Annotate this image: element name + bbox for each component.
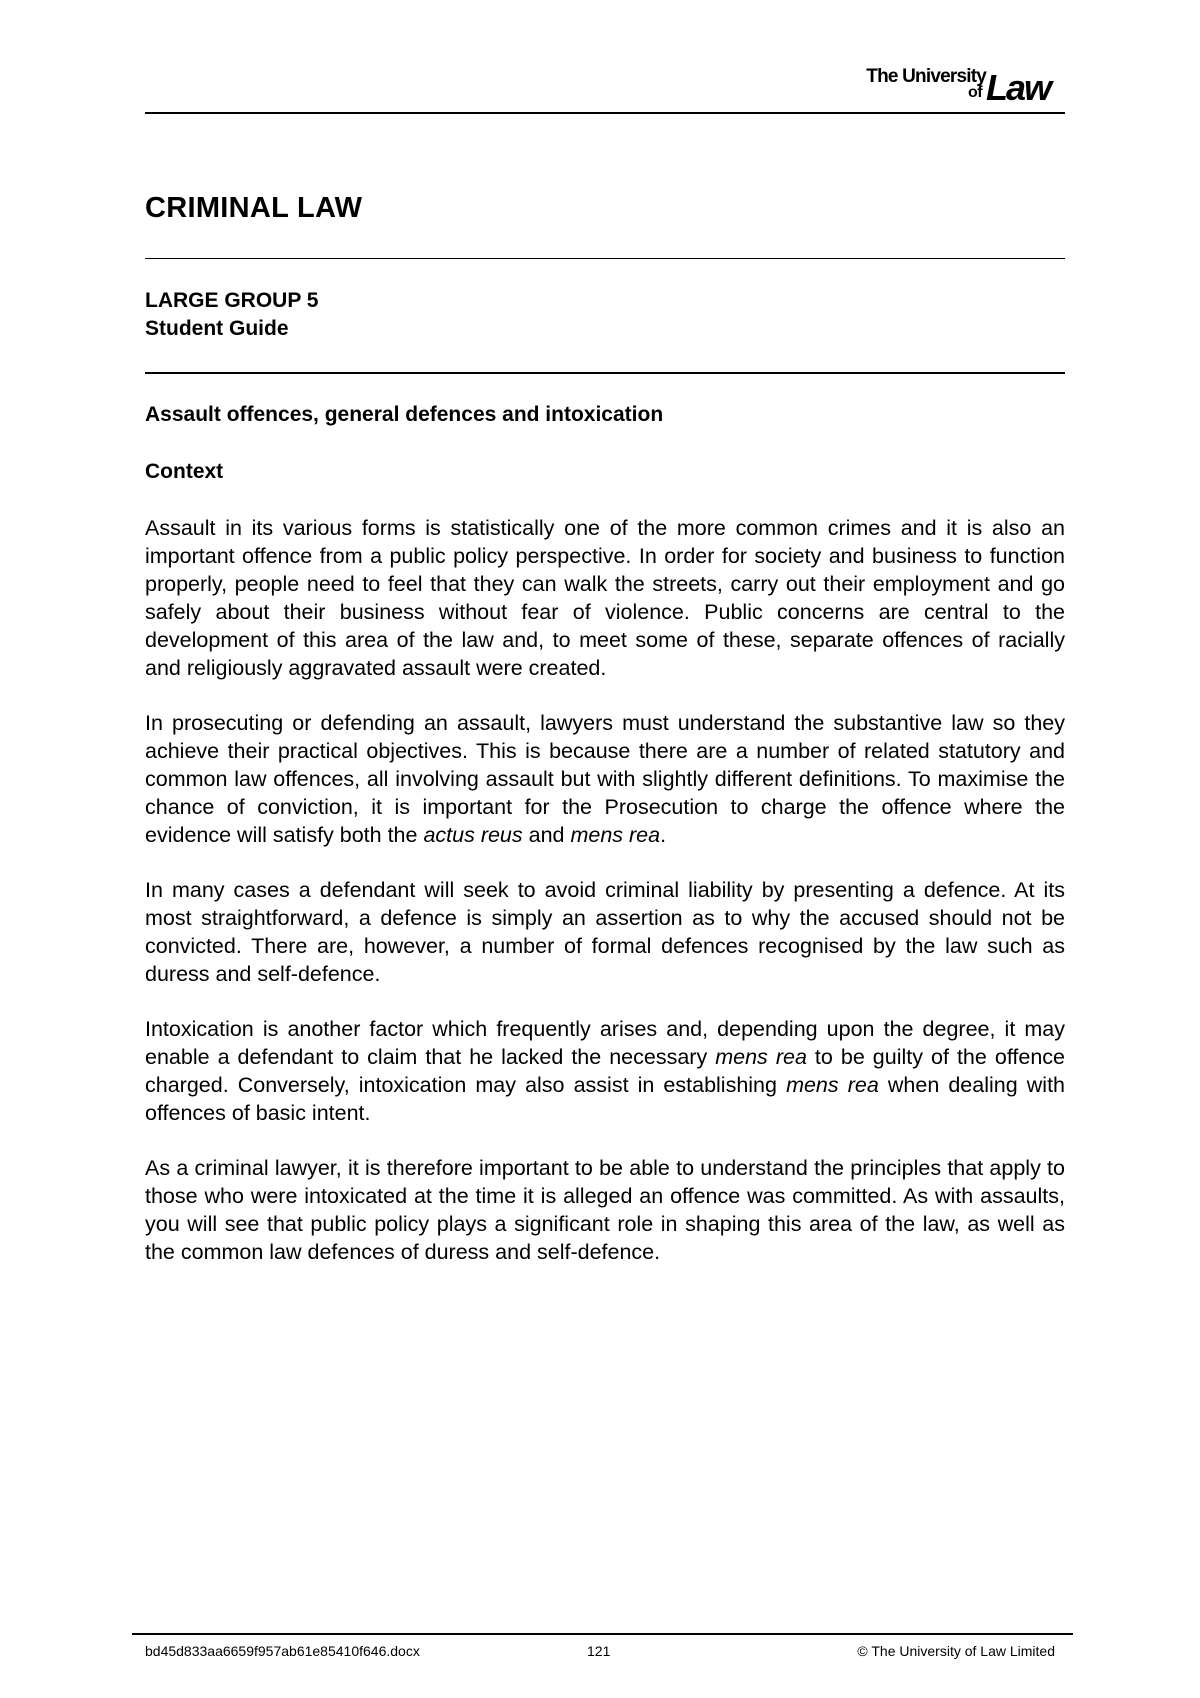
term-mens-rea: mens rea <box>715 1045 807 1069</box>
header-divider <box>145 112 1065 114</box>
body-text <box>145 514 1065 1293</box>
university-logo <box>850 64 1064 108</box>
footer-filename: bd45d833aa6659f957ab61e85410f646.docx <box>145 1643 420 1659</box>
section-divider <box>145 372 1065 374</box>
group-block <box>145 287 318 343</box>
context-heading: Context <box>145 460 224 483</box>
footer-divider <box>132 1633 1073 1635</box>
paragraph-2-text-b: and <box>522 823 571 847</box>
logo-line-university: The University <box>866 66 986 87</box>
footer-page-number: 121 <box>587 1643 611 1659</box>
footer-copyright: © The University of Law Limited <box>857 1643 1055 1659</box>
term-mens-rea: mens rea <box>786 1073 879 1097</box>
group-label: LARGE GROUP 5 <box>145 289 319 312</box>
paragraph-2-text-a: In prosecuting or defending an assault, lawyers must understand the substantive law so they achieve their practical objectives. This is because there are a number of related statutory and common law offences, all involving assault but with slightly different definitions. To maximise the chance of conviction, it is important for the Prosecution to charge the offence where the evidence will satisfy both the <box>145 711 1065 847</box>
paragraph-5: As a criminal lawyer, it is therefore important to be able to understand the principles that apply to those who were intoxicated at the time it is alleged an offence was committed. As with assaults, you will see that public policy plays a significant role in shaping this area of the law, as well as the common law defences of duress and self-defence. <box>145 1156 1065 1264</box>
topic-heading: Assault offences, general defences and intoxication <box>145 403 664 426</box>
paragraph-4-text-b: to be guilty of the offence charged. Conversely, intoxication may also assist in establishing <box>145 1045 1065 1097</box>
paragraph-4 <box>145 1015 1065 1127</box>
title-divider <box>145 258 1065 259</box>
term-mens-rea: mens rea <box>570 823 661 847</box>
guide-label: Student Guide <box>145 317 289 340</box>
paragraph-2-text-c: . <box>660 823 667 847</box>
paragraph-4-text-a: Intoxication is another factor which frequently arises and, depending upon the degree, it may enable a defendant to claim that he lacked the necessary <box>145 1017 1065 1069</box>
document-title: CRIMINAL LAW <box>145 192 363 224</box>
paragraph-2 <box>145 709 1065 849</box>
logo-line-of: of <box>968 84 983 101</box>
paragraph-3: In many cases a defendant will seek to avoid criminal liability by presenting a defence. At its most straightforward, a defence is simply an assertion as to why the accused should not be convicted. There are, however, a number of formal defences recognised by the law such as duress and self-defence. <box>145 878 1065 986</box>
paragraph-4-text-c: when dealing with offences of basic intent. <box>145 1073 1065 1125</box>
term-actus-reus: actus reus <box>423 823 523 847</box>
logo-line-law: Law <box>986 67 1051 108</box>
paragraph-1: Assault in its various forms is statistically one of the more common crimes and it is also an important offence from a public policy perspective. In order for society and business to function properly, people need to feel that they can walk the streets, carry out their employment and go safely about their business without fear of violence. Public concerns are central to the development of this area of the law and, to meet some of these, separate offences of racially and religiously aggravated assault were created. <box>145 516 1065 680</box>
